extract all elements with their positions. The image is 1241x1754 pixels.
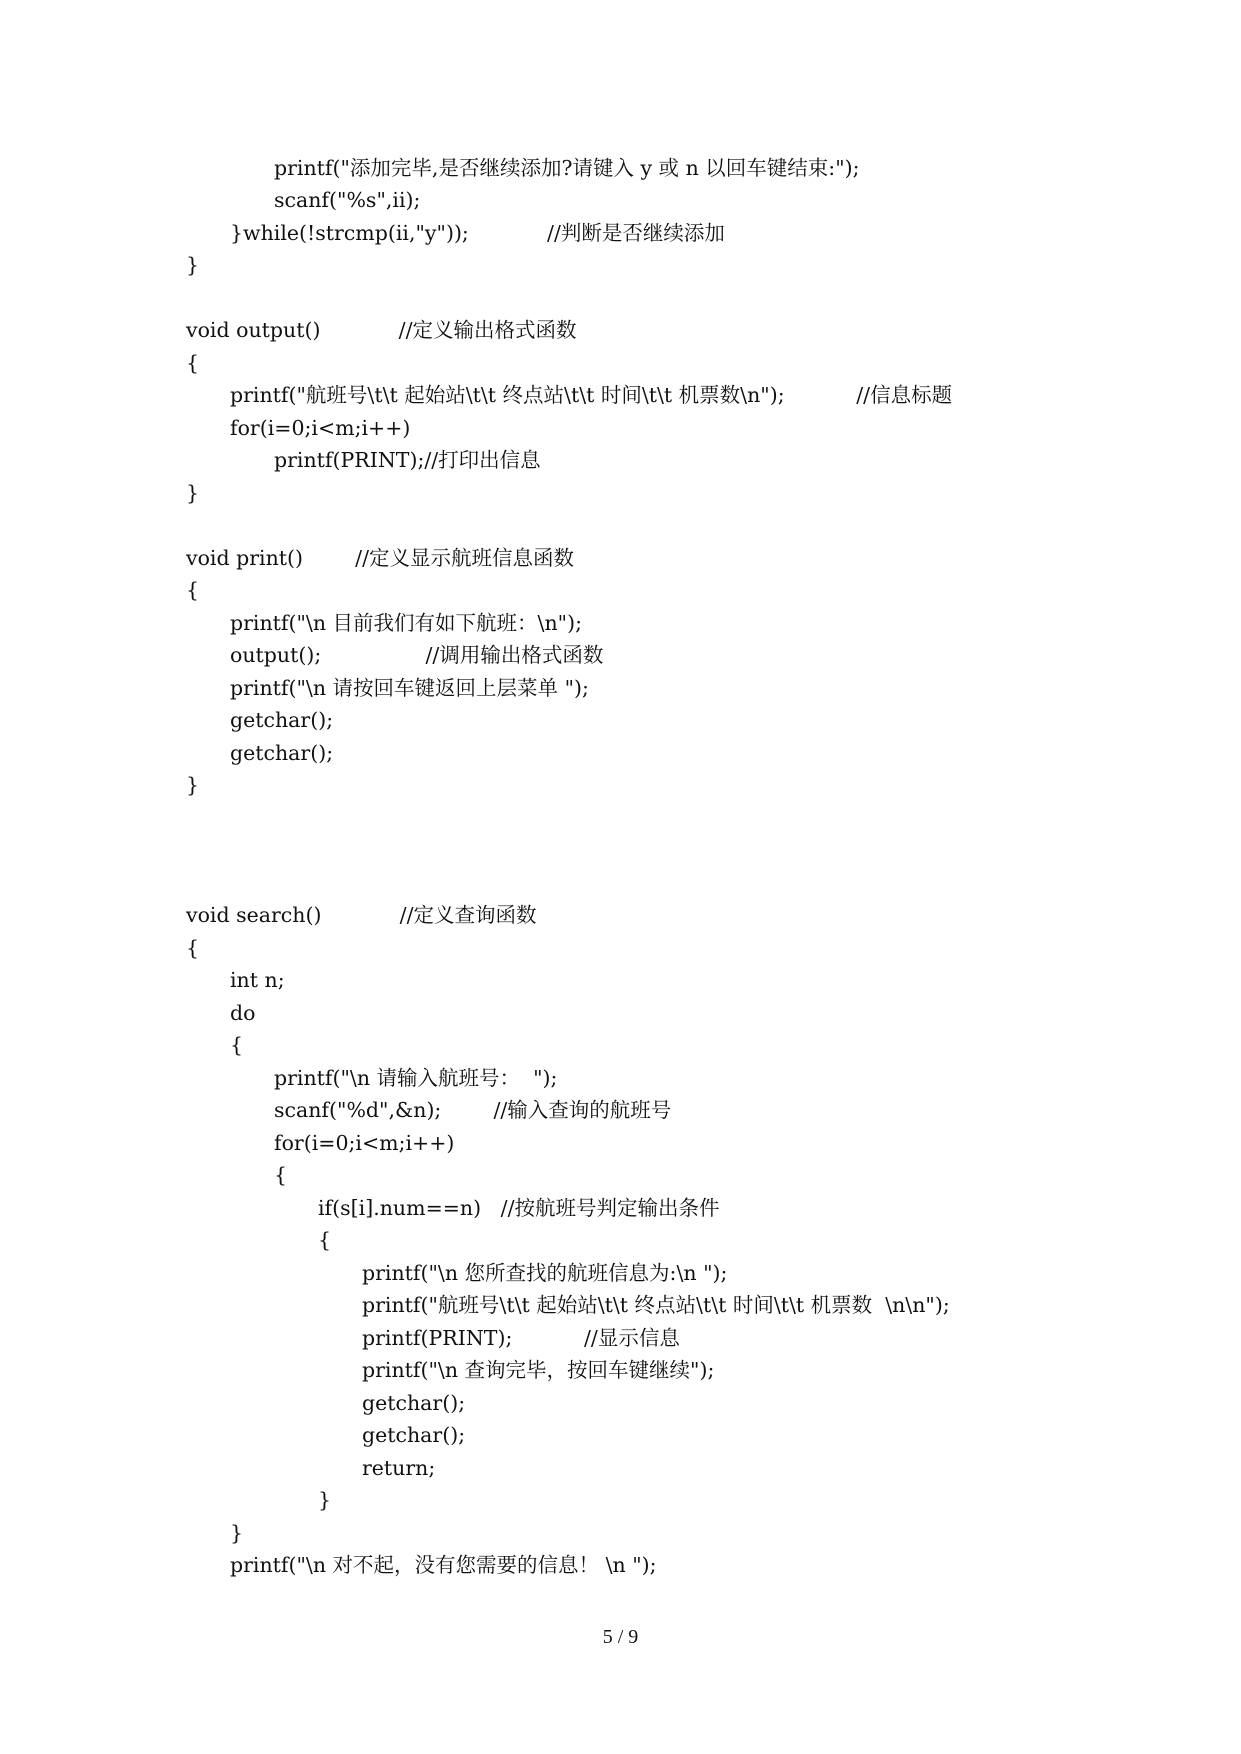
code-line: void search() //定义查询函数	[186, 903, 537, 927]
code-line: if(s[i].num==n) //按航班号判定输出条件	[318, 1196, 720, 1220]
code-line: }while(!strcmp(ii,"y")); //判断是否继续添加	[230, 221, 725, 245]
code-line: {	[318, 1228, 332, 1252]
code-line: printf("航班号\t\t 起始站\t\t 终点站\t\t 时间\t\t 机票数 \n\n");	[362, 1293, 950, 1317]
code-line: printf("添加完毕,是否继续添加?请键入 y 或 n 以回车键结束:");	[274, 156, 860, 180]
page-number: 5 / 9	[602, 1626, 639, 1648]
code-line: printf("\n 请输入航班号： ");	[274, 1066, 558, 1090]
code-line: void print() //定义显示航班信息函数	[186, 546, 574, 570]
code-line: getchar();	[362, 1391, 466, 1415]
code-line: printf("航班号\t\t 起始站\t\t 终点站\t\t 时间\t\t 机票数\n"); //信息标题	[230, 383, 953, 407]
code-line: for(i=0;i<m;i++)	[230, 416, 411, 440]
code-line: {	[186, 351, 200, 375]
code-line: return;	[362, 1456, 436, 1480]
code-line: {	[186, 578, 200, 602]
code-line: int n;	[230, 968, 285, 992]
code-line: scanf("%d",&n); //输入查询的航班号	[274, 1098, 672, 1122]
code-line: void output() //定义输出格式函数	[186, 318, 577, 342]
code-line: printf("\n 请按回车键返回上层菜单 ");	[230, 676, 589, 700]
code-line: output(); //调用输出格式函数	[230, 643, 604, 667]
code-line: printf(PRINT); //显示信息	[362, 1326, 680, 1350]
code-line: scanf("%s",ii);	[274, 188, 421, 212]
code-line: printf("\n 查询完毕，按回车键继续");	[362, 1358, 715, 1382]
code-line: printf("\n 目前我们有如下航班：\n");	[230, 611, 583, 635]
code-line: do	[230, 1001, 256, 1025]
code-line: {	[274, 1163, 288, 1187]
code-line: }	[186, 253, 200, 277]
code-line: getchar();	[362, 1423, 466, 1447]
code-line: }	[318, 1488, 332, 1512]
code-line: printf(PRINT);//打印出信息	[274, 448, 541, 472]
code-line: for(i=0;i<m;i++)	[274, 1131, 455, 1155]
code-line: printf("\n 您所查找的航班信息为:\n ");	[362, 1261, 728, 1285]
code-line: }	[186, 481, 200, 505]
code-line: printf("\n 对不起，没有您需要的信息！ \n ");	[230, 1553, 657, 1577]
code-line: {	[230, 1033, 244, 1057]
code-line: }	[186, 773, 200, 797]
code-line: {	[186, 936, 200, 960]
code-line: getchar();	[230, 741, 334, 765]
code-line: getchar();	[230, 708, 334, 732]
code-line: }	[230, 1521, 244, 1545]
